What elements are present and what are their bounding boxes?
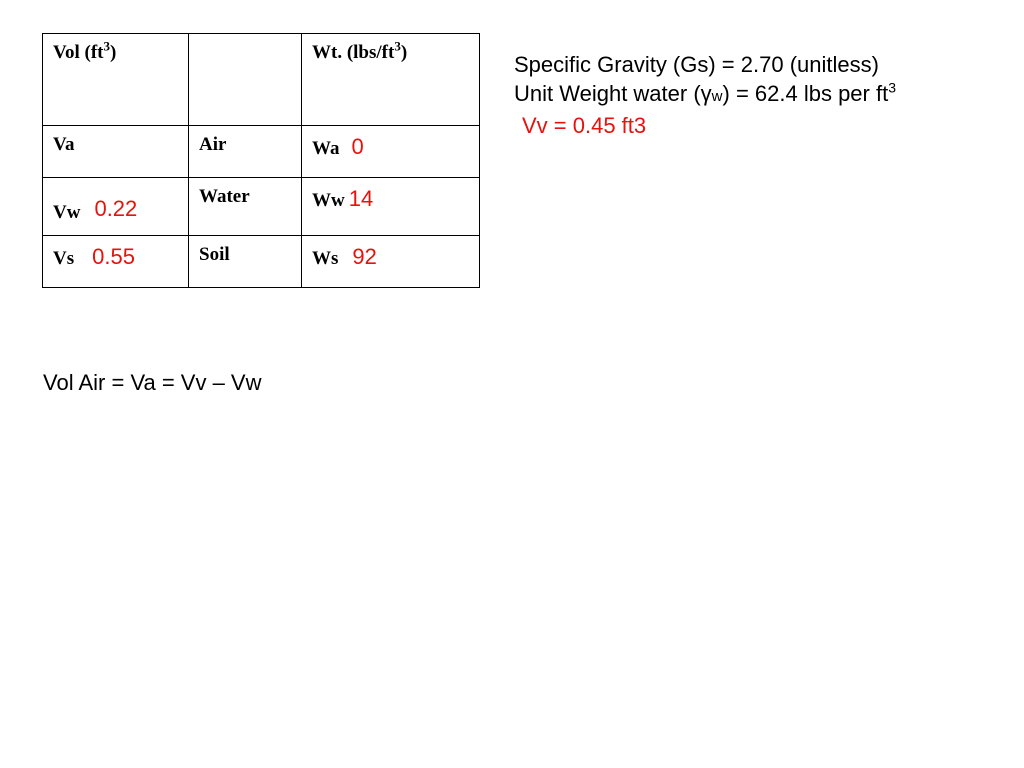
phase-diagram-table (42, 33, 480, 288)
void-volume-text: Vv = 0.45 ft3 (522, 113, 647, 138)
weight-air-value: 0 (351, 134, 364, 159)
volume-soil-cell (43, 236, 189, 288)
weight-column-header: Wt. $(lbs/ft^3)$ (302, 34, 480, 126)
table-row-air (43, 126, 480, 178)
weight-soil-cell (302, 236, 480, 288)
air-volume-formula: Vol Air = Va = Vv – Vw (43, 370, 262, 395)
volume-air-cell (43, 126, 189, 178)
volume-water-label: Vw (53, 202, 81, 223)
weight-water-label: Ww (312, 190, 345, 211)
phase-water-cell: Water (189, 178, 302, 236)
specific-gravity-text: Specific Gravity (Gs) = 2.70 (unitless) (514, 52, 879, 77)
weight-soil-value: 92 (352, 244, 377, 269)
volume-air-label: Va (53, 134, 75, 155)
table-row-soil (43, 236, 480, 288)
phase-column-header (189, 34, 302, 126)
weight-water-cell (302, 178, 480, 236)
table-row-water (43, 178, 480, 236)
weight-air-label: Wa (312, 138, 340, 159)
volume-water-value: 0.22 (94, 196, 138, 221)
volume-column-header: Vol $(ft^3)$ (43, 34, 189, 126)
phase-air-cell: Air (189, 126, 302, 178)
table-header-row (43, 34, 480, 126)
weight-air-cell (302, 126, 480, 178)
given-values (514, 50, 896, 140)
weight-soil-label: Ws (312, 248, 339, 269)
volume-water-cell (43, 178, 189, 236)
volume-soil-value: 0.55 (92, 244, 135, 269)
volume-soil-label: Vs (53, 248, 75, 269)
weight-water-value: 14 (348, 186, 374, 211)
phase-soil-cell: Soil (189, 236, 302, 288)
unit-weight-water-text: Unit Weight water (γw) = 62.4 lbs per $ft^3$ (514, 79, 896, 106)
